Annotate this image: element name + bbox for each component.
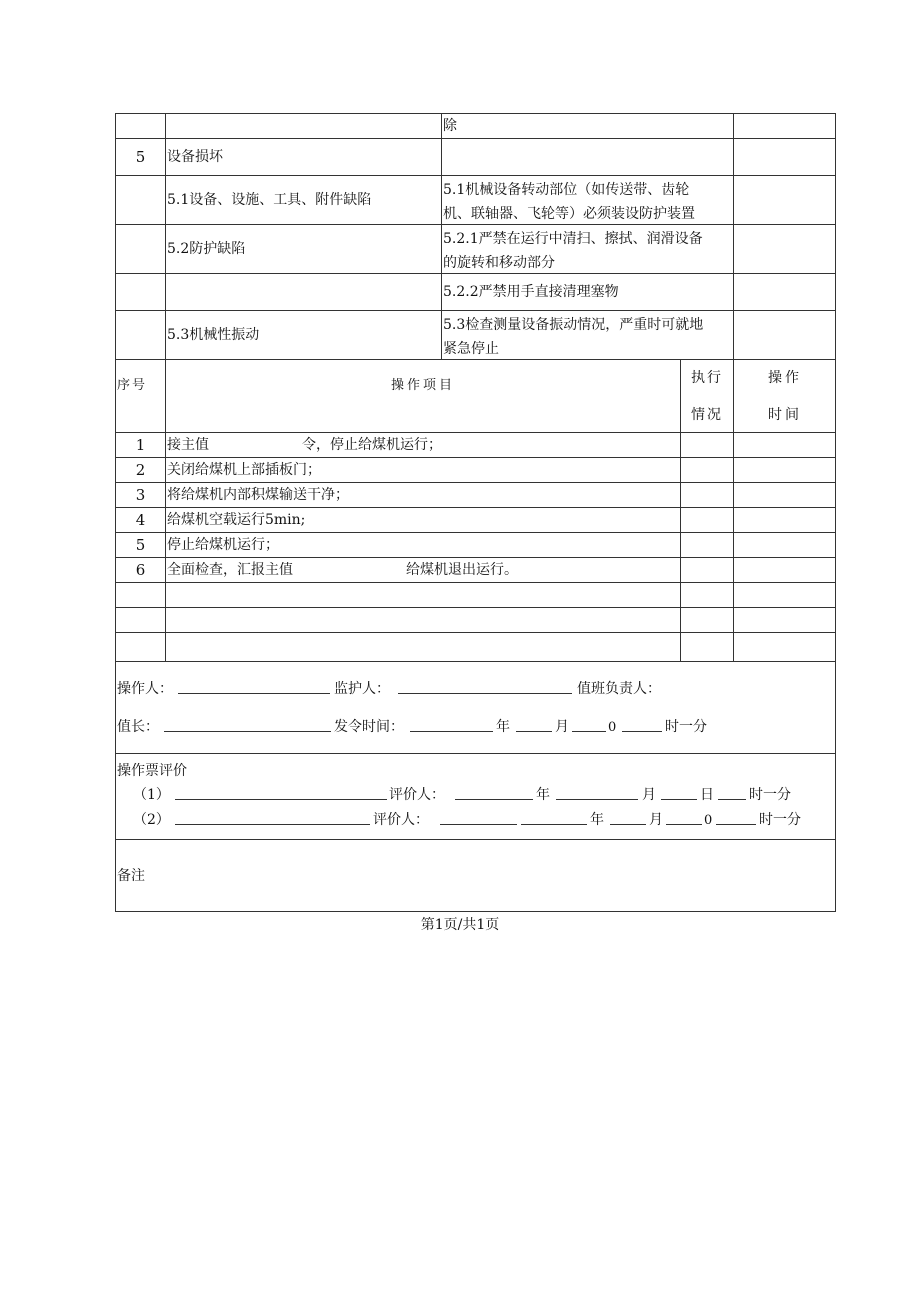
row-divider bbox=[115, 507, 836, 508]
ops-row-item: 将给煤机内部积煤输送干净； bbox=[167, 487, 349, 503]
ops-row-item: 令，停止给煤机运行； bbox=[302, 437, 442, 453]
evaluation-2-blank[interactable] bbox=[175, 811, 370, 825]
evaluation-1-blank[interactable] bbox=[175, 786, 387, 800]
evaluation-2-hour-blank[interactable] bbox=[716, 811, 756, 825]
row-divider bbox=[115, 359, 836, 360]
hazard-no: 5 bbox=[135, 148, 146, 166]
evaluation-1-month: 月 bbox=[642, 787, 656, 803]
evaluation-2-day-blank[interactable] bbox=[666, 811, 702, 825]
shift-leader-label: 值班负责人： bbox=[577, 681, 661, 697]
ops-header-exec: 情况 bbox=[691, 407, 723, 423]
measure-text: 机、联轴器、飞轮等）必须装设防护装置 bbox=[443, 206, 695, 222]
evaluation-2-zero: 0 bbox=[704, 813, 713, 828]
row-divider bbox=[115, 432, 836, 433]
ops-row-item: 关闭给煤机上部插板门； bbox=[167, 462, 321, 478]
evaluation-2-year-blank[interactable] bbox=[521, 811, 587, 825]
measure-text: 的旋转和移动部分 bbox=[443, 255, 555, 271]
ops-row-item: 停止给煤机运行； bbox=[167, 537, 279, 553]
evaluation-1-hour-min: 时一分 bbox=[749, 787, 791, 803]
measure-text: 5.3检查测量设备振动情况，严重时可就地 bbox=[443, 317, 704, 333]
row-divider bbox=[115, 839, 836, 840]
row-divider bbox=[115, 310, 836, 311]
hazard-text: 设备损坏 bbox=[167, 149, 223, 165]
row-divider bbox=[115, 273, 836, 274]
row-divider bbox=[115, 753, 836, 754]
row-divider bbox=[115, 175, 836, 176]
ops-header-exec: 执行 bbox=[691, 370, 723, 386]
ops-row-no: 6 bbox=[135, 561, 146, 579]
order-month-blank[interactable] bbox=[516, 718, 552, 732]
evaluation-title: 操作票评价 bbox=[117, 763, 187, 779]
evaluation-2-year: 年 bbox=[590, 812, 604, 828]
row-divider bbox=[115, 557, 836, 558]
evaluation-1-year: 年 bbox=[536, 787, 550, 803]
ops-header-time: 操作 bbox=[768, 370, 802, 386]
order-time-label: 发令时间： bbox=[334, 719, 404, 735]
row-divider bbox=[115, 607, 836, 608]
evaluator-1-label: 评价人： bbox=[389, 787, 445, 803]
row-divider bbox=[115, 582, 836, 583]
ops-row-no: 1 bbox=[135, 436, 146, 454]
evaluation-1-month-blank[interactable] bbox=[556, 786, 638, 800]
evaluation-1-day-blank[interactable] bbox=[661, 786, 697, 800]
order-zero: 0 bbox=[608, 720, 617, 735]
guardian-label: 监护人： bbox=[334, 681, 390, 697]
row-divider bbox=[115, 224, 836, 225]
remarks-label: 备注 bbox=[117, 868, 145, 884]
measure-text: 5.2.1严禁在运行中清扫、擦拭、润滑设备 bbox=[443, 231, 703, 247]
row-divider bbox=[115, 532, 836, 533]
guardian-blank[interactable] bbox=[398, 680, 572, 694]
evaluation-2-hour-min: 时一分 bbox=[759, 812, 801, 828]
ops-header-item: 操作项目 bbox=[390, 378, 455, 393]
evaluator-2-label: 评价人： bbox=[373, 812, 429, 828]
col-divider bbox=[441, 113, 442, 359]
ops-row-item: 给煤机空载运行5min; bbox=[167, 512, 306, 528]
row-divider bbox=[115, 632, 836, 633]
measure-text: 5.2.2严禁用手直接清理塞物 bbox=[443, 284, 619, 300]
measure-text: 紧急停止 bbox=[443, 341, 499, 357]
row-divider bbox=[115, 661, 836, 662]
order-day-blank[interactable] bbox=[572, 718, 606, 732]
ops-row-item: 全面检查，汇报主值 bbox=[167, 562, 293, 578]
measure-text: 5.1机械设备转动部位（如传送带、齿轮 bbox=[443, 182, 690, 198]
evaluation-2-month: 月 bbox=[649, 812, 663, 828]
row-divider bbox=[115, 482, 836, 483]
order-hour-blank[interactable] bbox=[622, 718, 662, 732]
page-footer: 第1页/共1页 bbox=[420, 917, 500, 933]
order-year-label: 年 bbox=[496, 719, 510, 735]
col-divider bbox=[680, 359, 681, 661]
chief-label: 值长： bbox=[117, 719, 159, 735]
evaluation-1-hour-blank[interactable] bbox=[718, 786, 746, 800]
ops-row-no: 3 bbox=[135, 486, 146, 504]
evaluator-2-blank[interactable] bbox=[440, 811, 517, 825]
ops-header-time: 时间 bbox=[768, 407, 802, 423]
chief-blank[interactable] bbox=[164, 718, 331, 732]
ops-row-no: 5 bbox=[135, 536, 146, 554]
evaluator-1-blank[interactable] bbox=[455, 786, 533, 800]
row-divider bbox=[115, 457, 836, 458]
evaluation-1-day: 日 bbox=[700, 787, 714, 803]
row-divider bbox=[115, 138, 836, 139]
ops-row-no: 4 bbox=[135, 511, 146, 529]
operator-label: 操作人： bbox=[117, 681, 173, 697]
evaluation-item-1: （1） bbox=[133, 787, 170, 803]
ops-header-no: 序号 bbox=[117, 378, 148, 393]
order-hour-min: 时一分 bbox=[665, 719, 707, 735]
ops-row-item: 给煤机退出运行。 bbox=[406, 562, 518, 578]
order-year-blank[interactable] bbox=[410, 718, 493, 732]
measure-text: 除 bbox=[443, 118, 457, 134]
order-month-label: 月 bbox=[555, 719, 569, 735]
operator-blank[interactable] bbox=[178, 680, 330, 694]
hazard-text: 5.3机械性振动 bbox=[167, 327, 260, 343]
evaluation-item-2: （2） bbox=[133, 812, 170, 828]
hazard-text: 5.1设备、设施、工具、附件缺陷 bbox=[167, 192, 372, 208]
col-divider bbox=[733, 113, 734, 661]
ops-row-no: 2 bbox=[135, 461, 146, 479]
evaluation-2-month-blank[interactable] bbox=[610, 811, 646, 825]
ops-row-item: 接主值 bbox=[167, 437, 209, 453]
hazard-text: 5.2防护缺陷 bbox=[167, 241, 246, 257]
